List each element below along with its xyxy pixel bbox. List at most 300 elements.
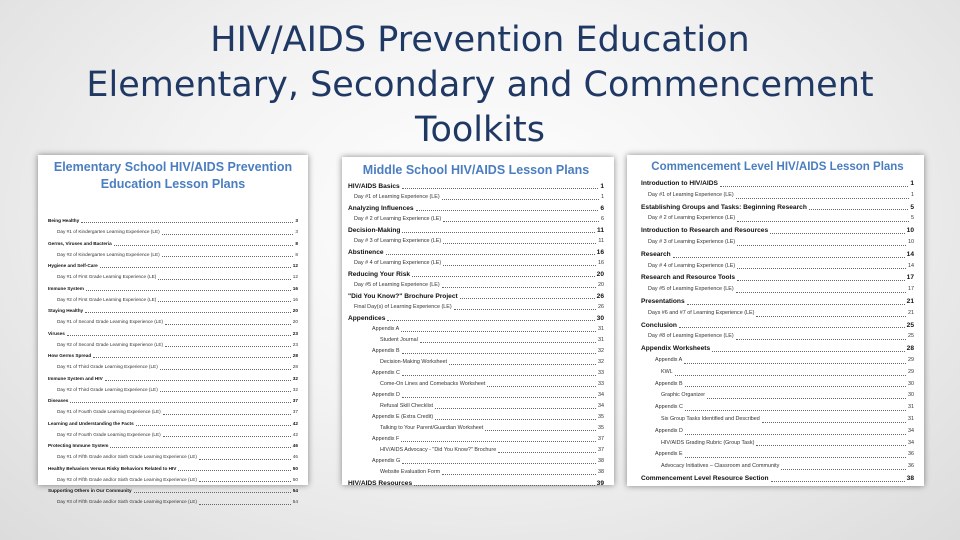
toc-entry <box>48 316 298 327</box>
toc-entry-page-number: 28 <box>906 345 914 353</box>
toc-leader-dots <box>756 316 906 317</box>
toc-entry-page-number: 34 <box>908 427 914 434</box>
toc-entry-label: Reducing Your Risk <box>348 271 411 278</box>
toc-entry <box>348 225 604 236</box>
toc-entry-label: Decision-Making Worksheet <box>380 359 448 365</box>
toc-entry <box>641 390 914 402</box>
toc-leader-dots <box>487 386 596 387</box>
toc-entry-page-number: 21 <box>906 297 914 305</box>
toc-entry <box>48 294 298 305</box>
toc-entry-page-number: 25 <box>908 333 914 340</box>
toc-list <box>48 215 298 508</box>
toc-entry-page-number: 16 <box>292 285 298 291</box>
toc-leader-dots <box>67 335 291 336</box>
toc-leader-dots <box>136 425 291 426</box>
toc-entry <box>48 283 298 294</box>
toc-leader-dots <box>158 301 291 302</box>
toc-entry-page-number: 31 <box>908 404 914 411</box>
slide-title <box>0 18 960 153</box>
toc-entry <box>348 423 604 434</box>
toc-entry-label: Day #1 of Third Grade Learning Experience (LE) <box>57 364 158 370</box>
commencement-toc-page <box>627 155 924 486</box>
toc-entry-page-number: 46 <box>292 454 298 460</box>
toc-entry-label: Student Journal <box>380 337 418 343</box>
toc-entry <box>641 190 914 202</box>
toc-entry <box>48 361 298 372</box>
toc-entry-label: Introduction to Research and Resources <box>641 227 769 235</box>
toc-leader-dots <box>675 375 906 376</box>
toc-entry-page-number: 11 <box>598 238 604 244</box>
toc-entry <box>48 249 298 260</box>
toc-entry-page-number: 32 <box>292 375 298 381</box>
toc-entry-label: Day # 4 of Learning Experience (LE) <box>648 262 736 269</box>
toc-leader-dots <box>737 221 909 222</box>
toc-entry-label: Commencement Level Resource Section <box>641 474 769 482</box>
toc-entry <box>641 449 914 461</box>
toc-entry-page-number: 10 <box>906 227 914 235</box>
toc-entry-page-number: 35 <box>598 425 604 431</box>
toc-entry-label: Appendices <box>348 315 386 322</box>
toc-leader-dots <box>736 292 906 293</box>
toc-entry-label: Healthy Behaviors Versus Risky Behaviors Related to HIV <box>48 465 177 471</box>
toc-entry <box>348 291 604 302</box>
toc-entry-page-number: 46 <box>292 443 298 448</box>
toc-leader-dots <box>442 287 596 288</box>
toc-leader-dots <box>93 357 291 358</box>
toc-entry-label: Learning and Understanding the Facts <box>48 420 134 426</box>
toc-entry <box>48 451 298 462</box>
toc-leader-dots <box>165 346 291 347</box>
toc-entry <box>641 261 914 273</box>
page-title: Middle School HIV/AIDS Lesson Plans <box>362 163 590 177</box>
toc-entry-label: Supporting Others in Our Community <box>48 488 132 493</box>
toc-entry-page-number: 31 <box>598 326 604 332</box>
toc-leader-dots <box>163 414 291 415</box>
toc-entry-page-number: 1 <box>910 180 914 187</box>
toc-entry-page-number: 38 <box>598 469 604 475</box>
toc-entry-label: Appendix C <box>655 404 683 411</box>
toc-leader-dots <box>454 309 596 310</box>
toc-leader-dots <box>85 312 291 313</box>
toc-leader-dots <box>685 386 906 387</box>
toc-entry-label: Graphic Organizer <box>661 392 706 399</box>
toc-leader-dots <box>414 485 595 486</box>
toc-leader-dots <box>199 481 291 482</box>
toc-entry <box>641 296 914 308</box>
toc-entry-label: Day # 4 of Learning Experience (LE) <box>354 260 442 266</box>
toc-leader-dots <box>435 408 596 409</box>
toc-entry <box>348 335 604 346</box>
toc-entry-page-number: 34 <box>598 392 604 398</box>
toc-leader-dots <box>134 492 291 493</box>
toc-entry <box>48 226 298 237</box>
middle-school-toc-page <box>342 157 614 485</box>
toc-leader-dots <box>673 257 905 258</box>
toc-entry <box>48 339 298 350</box>
toc-entry-label: Appendix C <box>372 370 400 376</box>
toc-entry <box>48 395 298 406</box>
toc-entry <box>641 426 914 438</box>
toc-entry-label: Day #1 of Fourth Grade Learning Experience (LE) <box>57 409 161 415</box>
toc-leader-dots <box>199 504 291 505</box>
toc-entry-page-number: 42 <box>292 431 298 437</box>
toc-leader-dots <box>443 243 596 244</box>
toc-entry <box>348 236 604 247</box>
toc-entry <box>348 412 604 423</box>
toc-leader-dots <box>679 327 905 328</box>
toc-entry <box>348 181 604 192</box>
toc-leader-dots <box>756 445 906 446</box>
toc-entry-page-number: 35 <box>598 414 604 420</box>
toc-entry-label: Appendix D <box>372 392 400 398</box>
toc-entry-label: Day #5 of Learning Experience (LE) <box>354 282 440 288</box>
toc-leader-dots <box>685 410 906 411</box>
toc-list <box>641 178 914 485</box>
toc-entry <box>641 284 914 296</box>
toc-entry <box>348 203 604 214</box>
toc-entry-page-number: 32 <box>598 348 604 354</box>
toc-leader-dots <box>737 280 905 281</box>
toc-leader-dots <box>402 353 596 354</box>
toc-entry-page-number: 8 <box>295 251 298 257</box>
toc-leader-dots <box>401 441 596 442</box>
toc-entry-label: Being Healthy <box>48 218 80 223</box>
toc-entry-page-number: 11 <box>597 227 604 234</box>
toc-entry <box>641 249 914 261</box>
toc-entry-label: Establishing Groups and Tasks: Beginning Research <box>641 203 807 211</box>
toc-entry <box>641 379 914 391</box>
toc-entry-label: Appendix G <box>372 458 401 464</box>
toc-entry-page-number: 34 <box>598 403 604 409</box>
toc-entry-label: Immune System and HIV <box>48 375 103 381</box>
toc-entry-label: Appendix D <box>655 427 683 434</box>
toc-leader-dots <box>160 391 291 392</box>
toc-leader-dots <box>160 369 291 370</box>
toc-entry <box>348 313 604 324</box>
toc-entry <box>641 272 914 284</box>
toc-entry-label: Appendix B <box>655 380 683 387</box>
page-title: Commencement Level HIV/AIDS Lesson Plans <box>651 161 904 173</box>
toc-entry <box>641 414 914 426</box>
toc-leader-dots <box>685 457 906 458</box>
toc-entry-page-number: 25 <box>906 321 914 329</box>
toc-entry-label: How Germs Spread <box>48 353 92 358</box>
toc-entry-page-number: 28 <box>292 353 298 358</box>
toc-entry-page-number: 21 <box>908 309 914 316</box>
toc-entry-page-number: 26 <box>596 293 604 300</box>
toc-entry-page-number: 30 <box>908 380 914 387</box>
toc-entry-page-number: 32 <box>292 386 298 392</box>
toc-entry-label: Day # 3 of Learning Experience (LE) <box>648 238 736 245</box>
toc-entry-label: HIV/AIDS Resources <box>348 480 413 487</box>
toc-entry-label: Presentations <box>641 297 685 305</box>
toc-entry <box>48 384 298 395</box>
toc-entry <box>348 214 604 225</box>
toc-entry-page-number: 54 <box>292 488 298 493</box>
toc-entry-page-number: 30 <box>596 315 604 322</box>
toc-entry <box>48 463 298 474</box>
toc-entry-label: Research <box>641 250 671 258</box>
toc-entry-page-number: 12 <box>292 263 298 268</box>
toc-entry-page-number: 17 <box>906 274 914 282</box>
toc-leader-dots <box>770 233 905 234</box>
toc-leader-dots <box>442 199 599 200</box>
toc-entry-label: HIV/AIDS Advocacy - "Did You Know?" Brochure <box>380 447 497 453</box>
toc-entry-label: Analyzing Influences <box>348 205 414 212</box>
page-title: Elementary School HIV/AIDS Prevention Education Lesson Plans <box>53 160 293 191</box>
toc-list <box>348 181 604 489</box>
toc-entry-label: Day #2 of Kindergarten Learning Experience (LE) <box>57 251 160 257</box>
toc-leader-dots <box>402 463 596 464</box>
toc-entry-page-number: 16 <box>598 260 604 266</box>
toc-entry-label: Appendix E (Extra Credit) <box>372 414 434 420</box>
toc-entry-page-number: 17 <box>908 286 914 293</box>
toc-entry-page-number: 28 <box>292 364 298 370</box>
toc-entry <box>641 343 914 355</box>
toc-entry-page-number: 6 <box>601 216 604 222</box>
toc-entry-page-number: 30 <box>908 392 914 399</box>
toc-entry-label: Introduction to HIV/AIDS <box>641 180 718 187</box>
toc-entry <box>641 473 914 485</box>
toc-leader-dots <box>110 447 290 448</box>
toc-entry-page-number: 20 <box>292 319 298 325</box>
toc-leader-dots <box>460 298 595 299</box>
toc-leader-dots <box>165 324 291 325</box>
toc-entry-page-number: 37 <box>598 447 604 453</box>
toc-entry-label: Day #1 of Kindergarten Learning Experience (LE) <box>57 229 160 235</box>
toc-leader-dots <box>737 245 906 246</box>
toc-leader-dots <box>809 209 908 210</box>
toc-leader-dots <box>736 339 906 340</box>
toc-entry-page-number: 26 <box>598 304 604 310</box>
toc-entry-label: Day #2 of Third Grade Learning Experience (LE) <box>57 386 158 392</box>
toc-entry-label: Staying Healthy <box>48 308 84 313</box>
toc-entry-page-number: 42 <box>292 420 298 426</box>
toc-entry-page-number: 38 <box>598 458 604 464</box>
toc-entry-label: Appendix Worksheets <box>641 345 711 353</box>
toc-entry <box>641 237 914 249</box>
toc-leader-dots <box>412 276 595 277</box>
toc-entry <box>641 202 914 214</box>
toc-entry-label: Hygiene and Self-Care <box>48 263 98 268</box>
toc-entry <box>641 438 914 450</box>
toc-entry-label: Day #8 of Learning Experience (LE) <box>648 333 734 340</box>
toc-entry-label: Day # 2 of Learning Experience (LE) <box>354 216 442 222</box>
toc-entry <box>48 496 298 507</box>
toc-entry-label: Day #1 of Learning Experience (LE) <box>354 194 440 200</box>
toc-entry-page-number: 10 <box>908 238 914 245</box>
toc-leader-dots <box>162 234 294 235</box>
toc-entry-label: Day #2 of First Grade Learning Experience (LE) <box>57 296 157 302</box>
toc-entry-page-number: 37 <box>292 409 298 415</box>
toc-leader-dots <box>685 434 906 435</box>
toc-entry-label: Day #1 of Learning Experience (LE) <box>648 191 734 198</box>
toc-entry-label: Appendix F <box>372 436 400 442</box>
toc-entry-label: Final Day(s) of Learning Experience (LE) <box>354 304 452 310</box>
slide-title-line: Elementary, Secondary and Commencement <box>86 65 874 105</box>
toc-leader-dots <box>420 342 596 343</box>
toc-entry <box>641 355 914 367</box>
toc-entry <box>348 445 604 456</box>
toc-entry-page-number: 31 <box>598 337 604 343</box>
toc-entry-label: KWL <box>661 368 673 375</box>
toc-entry-page-number: 1 <box>911 191 914 198</box>
toc-entry-page-number: 29 <box>908 368 914 375</box>
toc-leader-dots <box>402 375 596 376</box>
toc-entry-page-number: 36 <box>908 451 914 458</box>
toc-entry <box>348 478 604 489</box>
toc-entry <box>348 324 604 335</box>
toc-entry <box>48 350 298 361</box>
toc-leader-dots <box>435 419 596 420</box>
toc-leader-dots <box>401 331 596 332</box>
toc-entry-label: Day # 2 of Learning Experience (LE) <box>648 215 736 222</box>
toc-entry-label: Day #5 of Learning Experience (LE) <box>648 286 734 293</box>
toc-leader-dots <box>162 256 294 257</box>
toc-entry-page-number: 29 <box>908 356 914 363</box>
toc-entry-label: Day #1 of Fifth Grade and/or Sixth Grade Learning Experience (LE) <box>57 454 197 460</box>
toc-leader-dots <box>762 422 906 423</box>
toc-entry <box>48 485 298 496</box>
toc-entry-page-number: 33 <box>598 381 604 387</box>
toc-entry-page-number: 39 <box>596 480 604 487</box>
toc-entry <box>348 401 604 412</box>
toc-entry <box>348 390 604 401</box>
toc-entry-page-number: 16 <box>596 249 604 256</box>
toc-entry <box>641 178 914 190</box>
toc-entry <box>641 331 914 343</box>
toc-entry-label: Website Evaluation Form <box>380 469 441 475</box>
toc-leader-dots <box>163 436 291 437</box>
toc-entry-label: Day # 3 of Learning Experience (LE) <box>354 238 442 244</box>
toc-entry-page-number: 23 <box>292 330 298 336</box>
toc-entry <box>641 402 914 414</box>
toc-entry <box>641 367 914 379</box>
toc-leader-dots <box>771 481 905 482</box>
toc-leader-dots <box>105 380 291 381</box>
toc-entry <box>348 247 604 258</box>
toc-leader-dots <box>402 188 599 189</box>
toc-entry-page-number: 6 <box>600 205 604 212</box>
toc-entry-page-number: 33 <box>598 370 604 376</box>
toc-entry <box>641 213 914 225</box>
slide-title-line: HIV/AIDS Prevention Education <box>210 20 750 60</box>
toc-entry <box>348 434 604 445</box>
toc-entry-page-number: 14 <box>908 262 914 269</box>
toc-entry-label: Advocacy Initiatives – Classroom and Community <box>661 463 780 470</box>
toc-entry <box>641 320 914 332</box>
toc-entry-label: Day #1 of Second Grade Learning Experience (LE) <box>57 319 164 325</box>
toc-entry <box>348 456 604 467</box>
toc-entry-page-number: 37 <box>598 436 604 442</box>
toc-entry <box>641 308 914 320</box>
toc-leader-dots <box>100 267 291 268</box>
toc-entry-label: Decision-Making <box>348 227 401 234</box>
toc-entry-page-number: 50 <box>292 476 298 482</box>
toc-entry <box>348 346 604 357</box>
toc-entry <box>348 280 604 291</box>
toc-entry-page-number: 5 <box>910 203 914 211</box>
toc-leader-dots <box>737 268 906 269</box>
toc-entry-page-number: 16 <box>292 296 298 302</box>
toc-entry <box>348 269 604 280</box>
toc-entry-page-number: 34 <box>908 439 914 446</box>
toc-leader-dots <box>684 363 906 364</box>
toc-leader-dots <box>402 232 595 233</box>
toc-entry <box>48 238 298 249</box>
toc-entry <box>48 373 298 384</box>
toc-entry-page-number: 36 <box>908 463 914 470</box>
toc-entry <box>348 302 604 313</box>
toc-entry-page-number: 54 <box>292 499 298 505</box>
toc-entry-label: Day #2 of Fourth Grade Learning Experience (LE) <box>57 431 161 437</box>
toc-leader-dots <box>178 470 290 471</box>
toc-leader-dots <box>81 222 293 223</box>
toc-leader-dots <box>443 221 599 222</box>
toc-entry <box>641 461 914 473</box>
toc-leader-dots <box>449 364 596 365</box>
toc-leader-dots <box>442 474 596 475</box>
toc-entry-label: Appendix A <box>372 326 400 332</box>
toc-leader-dots <box>720 186 908 187</box>
toc-entry-page-number: 50 <box>292 465 298 471</box>
toc-entry-label: Abstinence <box>348 249 384 256</box>
toc-entry-page-number: 20 <box>598 282 604 288</box>
toc-entry-label: Diseases <box>48 398 69 403</box>
toc-leader-dots <box>498 452 596 453</box>
toc-entry-page-number: 3 <box>295 218 298 223</box>
toc-entry-page-number: 32 <box>598 359 604 365</box>
toc-leader-dots <box>712 351 905 352</box>
toc-entry-page-number: 31 <box>908 415 914 422</box>
toc-leader-dots <box>86 290 291 291</box>
toc-entry <box>348 368 604 379</box>
toc-entry <box>48 406 298 417</box>
toc-entry-label: Protecting Immune System <box>48 443 109 448</box>
toc-entry-page-number: 12 <box>292 274 298 280</box>
toc-entry-label: Day #2 of Second Grade Learning Experience (LE) <box>57 341 164 347</box>
toc-entry <box>348 379 604 390</box>
toc-leader-dots <box>707 398 906 399</box>
toc-entry <box>48 260 298 271</box>
toc-leader-dots <box>70 402 290 403</box>
toc-entry-label: Germs, Viruses and Bacteria <box>48 240 112 246</box>
toc-leader-dots <box>199 459 291 460</box>
toc-entry-label: Six Group Tasks Identified and Described <box>661 415 760 422</box>
toc-entry-page-number: 5 <box>911 215 914 222</box>
toc-entry-label: HIV/AIDS Grading Rubric (Group Task) <box>661 439 755 446</box>
toc-entry-page-number: 38 <box>906 474 914 482</box>
toc-entry <box>48 429 298 440</box>
toc-entry-label: Day #3 of Fifth Grade and/or Sixth Grade Learning Experience (LE) <box>57 499 197 505</box>
toc-leader-dots <box>386 254 595 255</box>
toc-entry-label: Viruses <box>48 330 65 336</box>
toc-entry-label: Appendix E <box>655 451 683 458</box>
toc-entry-label: Immune System <box>48 285 84 291</box>
toc-entry-page-number: 1 <box>601 194 604 200</box>
toc-entry <box>48 440 298 451</box>
toc-entry-label: Research and Resource Tools <box>641 274 736 282</box>
toc-entry <box>48 328 298 339</box>
toc-entry-label: Talking to Your Parent/Guardian Worksheet <box>380 425 484 431</box>
toc-entry-label: "Did You Know?" Brochure Project <box>348 293 458 300</box>
toc-entry-page-number: 1 <box>600 183 604 190</box>
toc-leader-dots <box>114 245 294 246</box>
toc-entry <box>348 258 604 269</box>
toc-entry <box>48 271 298 282</box>
toc-leader-dots <box>736 198 909 199</box>
toc-leader-dots <box>402 397 596 398</box>
